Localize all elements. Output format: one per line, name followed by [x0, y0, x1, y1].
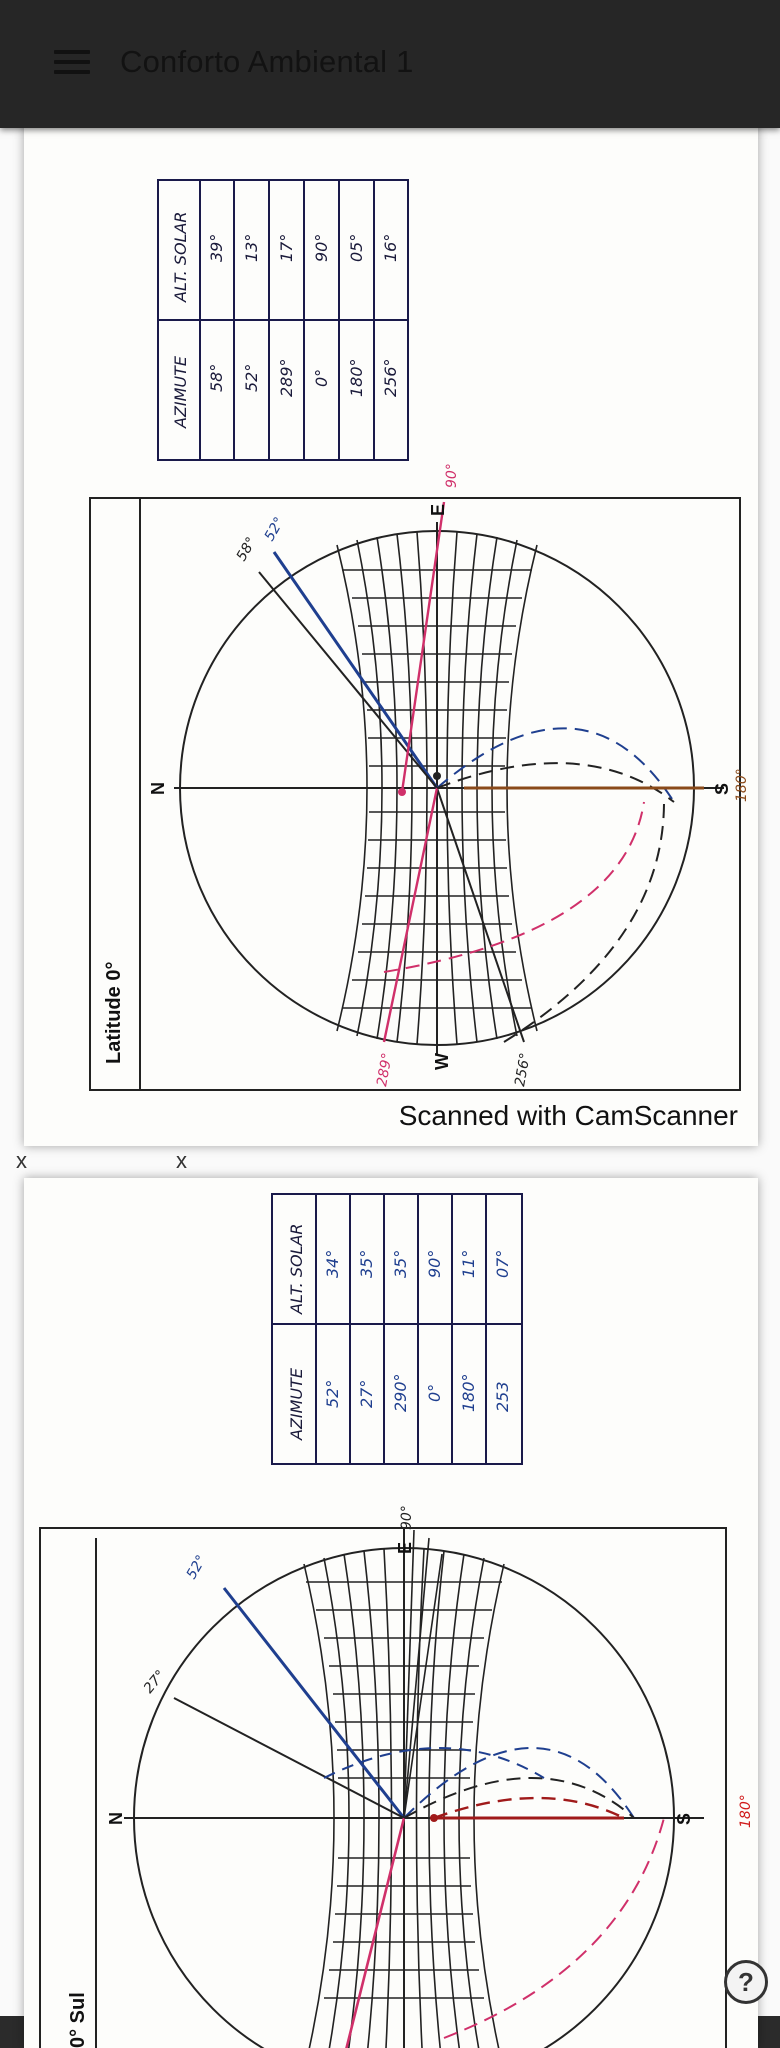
- table-header-alt: ALT. SOLAR: [287, 1223, 306, 1314]
- table-header-azimute: AZIMUTE: [171, 355, 190, 428]
- annotation-180: 180°: [738, 1794, 754, 1828]
- sun-path-diagram: [174, 502, 724, 1054]
- table-cell: 58°: [207, 363, 226, 392]
- table-cell: 17°: [277, 233, 296, 262]
- annotation-52: 52°: [261, 514, 288, 544]
- scanned-image-latitude-sul: [24, 1178, 758, 2048]
- scanned-image-latitude-0: [24, 112, 758, 1146]
- annotation-58: 58°: [233, 534, 260, 564]
- table-cell: 13°: [242, 233, 261, 262]
- table-cell: 289°: [277, 358, 296, 397]
- table-cell: 180°: [459, 1373, 478, 1412]
- hamburger-menu-icon[interactable]: [40, 38, 104, 88]
- latitude-label: 0° Sul: [67, 1992, 89, 2048]
- table-cell: 180°: [347, 358, 366, 397]
- latitude-label: Latitude 0°: [103, 961, 125, 1064]
- solar-table-2: [272, 1194, 522, 1464]
- annotation-27: 27°: [140, 1667, 170, 1697]
- table-cell: 35°: [357, 1249, 376, 1278]
- table-cell: 05°: [347, 233, 366, 262]
- compass-n: N: [106, 1812, 126, 1825]
- table-cell: 0°: [425, 1383, 444, 1402]
- table-cell: 90°: [425, 1249, 444, 1278]
- compass-s: S: [712, 782, 732, 795]
- compass-n: N: [148, 782, 168, 795]
- annotation-180: 180°: [734, 768, 750, 802]
- table-cell: 253: [493, 1381, 512, 1412]
- table-cell: 256°: [381, 358, 400, 397]
- compass-s: S: [674, 1812, 694, 1825]
- table-cell: 35°: [391, 1249, 410, 1278]
- annotation-52: 52°: [183, 1552, 210, 1582]
- table-cell: 39°: [207, 233, 226, 262]
- compass-e: E: [395, 1541, 415, 1554]
- solar-table-1: [158, 180, 408, 460]
- table-cell: 0°: [312, 368, 331, 387]
- table-header-alt: ALT. SOLAR: [171, 211, 190, 302]
- annotation-90: 90°: [399, 1505, 415, 1530]
- camscanner-watermark: Scanned with CamScanner: [398, 1100, 738, 1131]
- help-button[interactable]: ?: [724, 1960, 768, 2004]
- annotation-256: 256°: [512, 1051, 534, 1088]
- table-header-azimute: AZIMUTE: [287, 1367, 306, 1440]
- annotation-90: 90°: [444, 463, 460, 488]
- table-cell: 52°: [323, 1379, 342, 1408]
- table-cell: 11°: [459, 1249, 478, 1278]
- table-cell: 52°: [242, 363, 261, 392]
- table-cell: 90°: [312, 233, 331, 262]
- sun-path-frame: [90, 498, 740, 1090]
- table-cell: 34°: [323, 1249, 342, 1278]
- table-cell: 290°: [391, 1373, 410, 1412]
- annotation-289: 289°: [374, 1051, 396, 1088]
- app-header: [0, 0, 780, 128]
- compass-e: E: [428, 503, 448, 516]
- marker-x: x: [176, 1148, 187, 1173]
- sun-path-diagram-2: [124, 1528, 704, 2048]
- marker-x: x: [16, 1148, 27, 1173]
- app-title: Conforto Ambiental 1: [120, 44, 414, 79]
- table-cell: 07°: [493, 1249, 512, 1278]
- table-cell: 27°: [357, 1379, 376, 1408]
- table-cell: 16°: [381, 233, 400, 262]
- document-page: [0, 128, 780, 2048]
- compass-w: W: [432, 1053, 452, 1070]
